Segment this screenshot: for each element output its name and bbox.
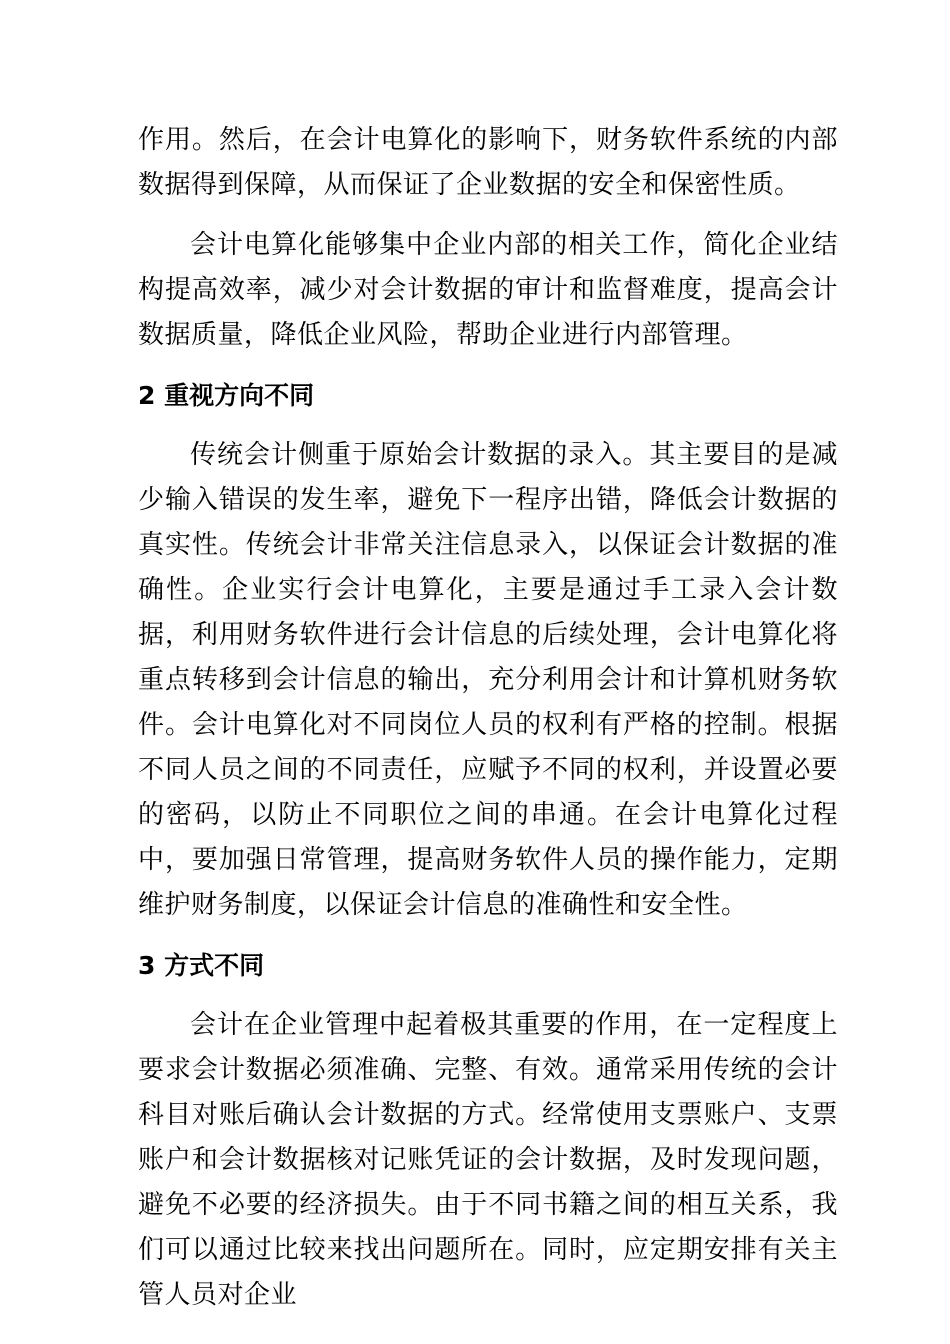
paragraph-computerization-benefits: 会计电算化能够集中企业内部的相关工作，简化企业结构提高效率，减少对会计数据的审计和监督难度，提高会计数据质量，降低企业风险，帮助企业进行内部管理。 bbox=[138, 230, 838, 350]
paragraph-continuation: 作用。然后，在会计电算化的影响下，财务软件系统的内部数据得到保障，从而保证了企业数据的安全和保密性质。 bbox=[138, 125, 838, 200]
document-page bbox=[138, 118, 838, 1318]
section-heading-3: 3 方式不同 bbox=[138, 951, 265, 980]
paragraph-emphasis-direction: 传统会计侧重于原始会计数据的录入。其主要目的是减少输入错误的发生率，避免下一程序出错，降低会计数据的真实性。传统会计非常关注信息录入，以保证会计数据的准确性。企业实行会计电算化，主要是通过手工录入会计数据，利用财务软件进行会计信息的后续处理，会计电算化将重点转移到会计信息的输出，充分利用会计和计算机财务软件。会计电算化对不同岗位人员的权利有严格的控制。根据不同人员之间的不同责任，应赋予不同的权利，并设置必要的密码，以防止不同职位之间的串通。在会计电算化过程中，要加强日常管理，提高财务软件人员的操作能力，定期维护财务制度，以保证会计信息的准确性和安全性。 bbox=[138, 440, 838, 920]
paragraph-methods: 会计在企业管理中起着极其重要的作用，在一定程度上要求会计数据必须准确、完整、有效。通常采用传统的会计科目对账后确认会计数据的方式。经常使用支票账户、支票账户和会计数据核对记账凭证的会计数据，及时发现问题，避免不必要的经济损失。由于不同书籍之间的相互关系，我们可以通过比较来找出问题所在。同时，应定期安排有关主管人员对企业 bbox=[138, 1010, 838, 1310]
section-heading-2: 2 重视方向不同 bbox=[138, 381, 315, 410]
